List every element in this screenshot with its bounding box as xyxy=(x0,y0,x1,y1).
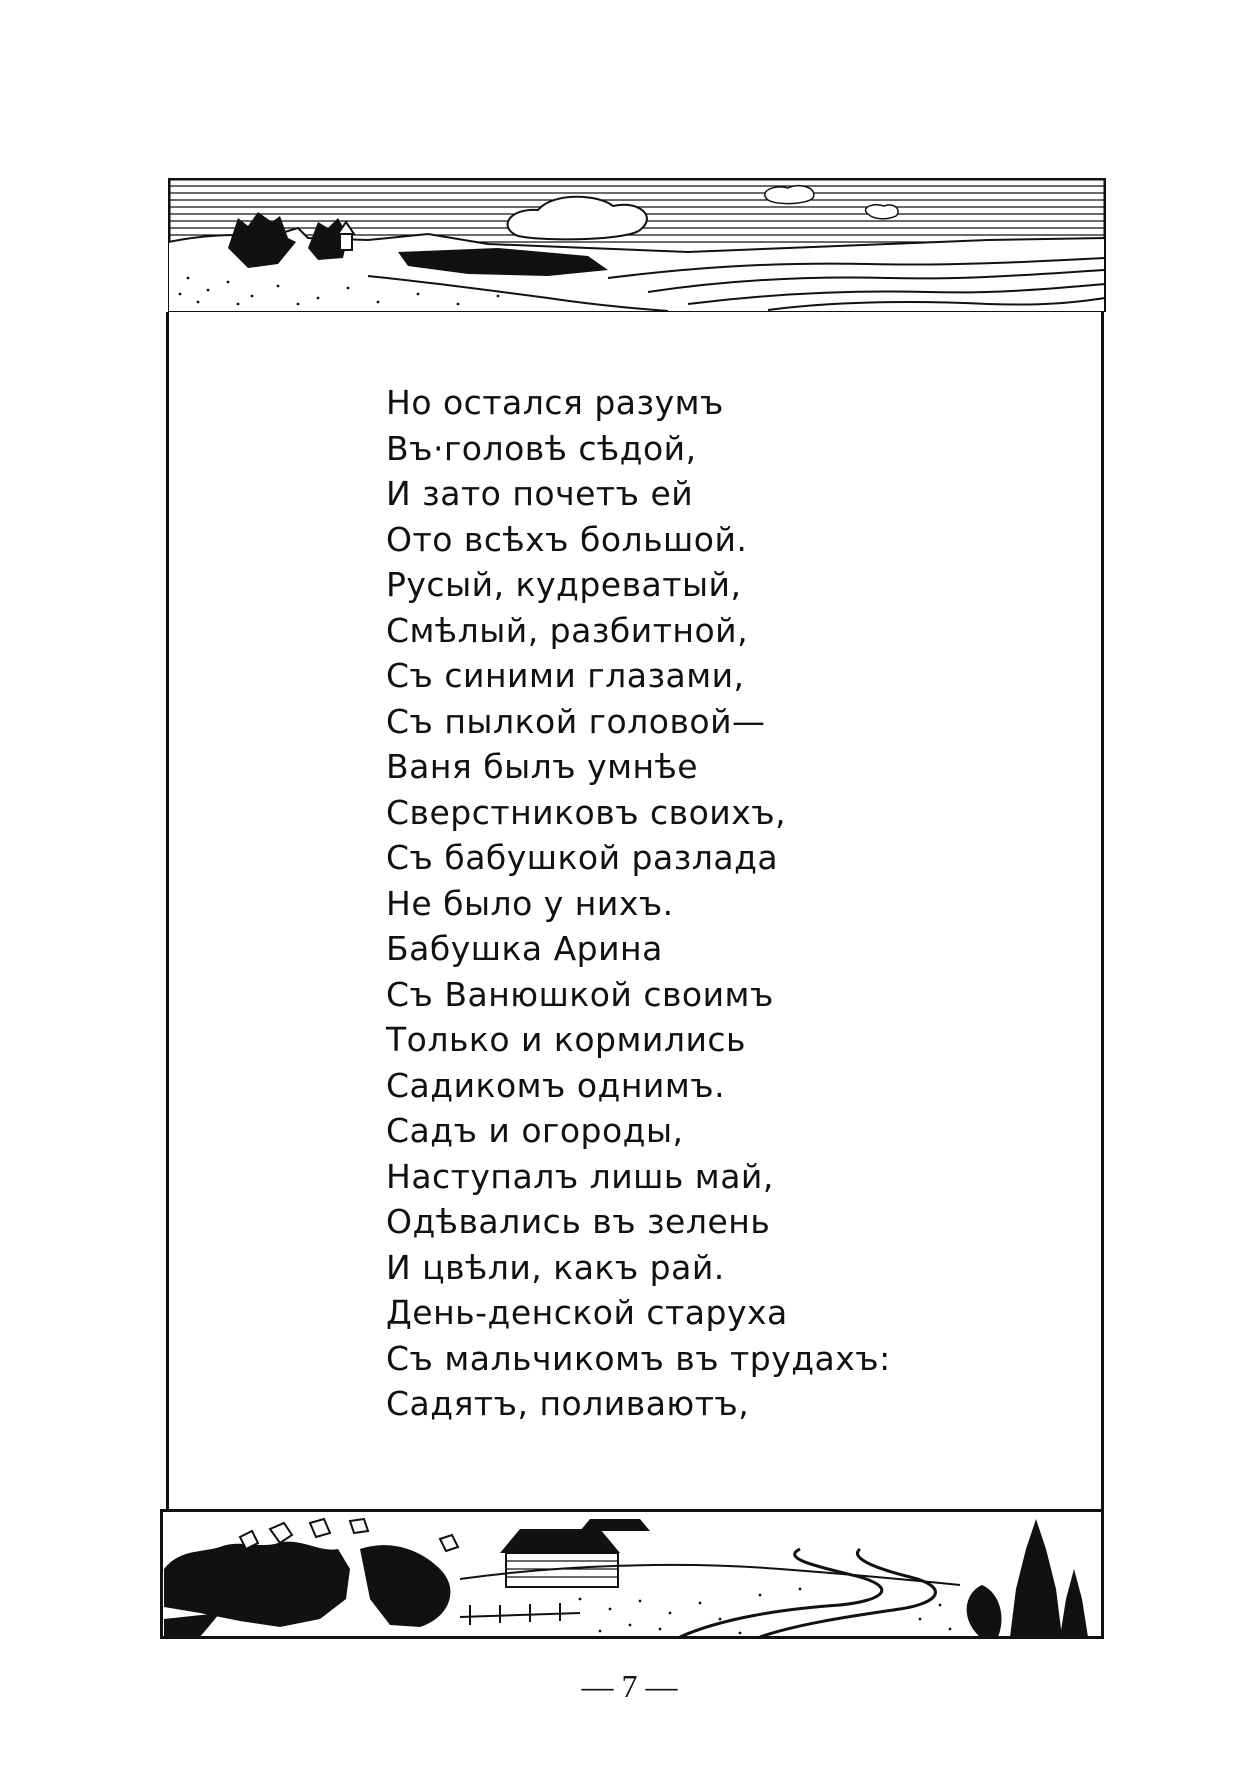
poem-line: Только и кормились xyxy=(386,1020,746,1059)
poem-line: Сверстниковъ своихъ, xyxy=(386,792,787,832)
bottom-landscape-illustration xyxy=(160,1509,1104,1639)
poem-line: Ото всѣхъ большой. xyxy=(386,519,748,559)
poem-stanza xyxy=(386,380,946,1427)
poem-line: Но остался разумъ xyxy=(386,383,724,422)
poem-line: День-денской старуха xyxy=(386,1293,788,1332)
frame-right-line xyxy=(1101,312,1104,1512)
poem-line: Бабушка Арина xyxy=(386,929,663,968)
poem-line: Съ мальчикомъ въ трудахъ: xyxy=(386,1338,891,1378)
cloud-large xyxy=(508,197,647,240)
poem-line: Ваня былъ умнѣе xyxy=(386,747,699,786)
frame-left-line xyxy=(166,312,169,1512)
poem-line: Садикомъ однимъ. xyxy=(386,1065,726,1105)
poem-line: Съ бабушкой разлада xyxy=(386,838,779,877)
poem-line: Русый, кудреватый, xyxy=(386,565,742,604)
top-landscape-illustration xyxy=(168,178,1106,312)
cloud-small-2 xyxy=(866,205,899,219)
poem-line: Садятъ, поливаютъ, xyxy=(386,1384,750,1423)
poem-line: Въ·головѣ сѣдой, xyxy=(386,428,697,468)
poem-line: Съ синими глазами, xyxy=(386,656,745,695)
cloud-small xyxy=(765,186,814,204)
poem-line: Не было у нихъ. xyxy=(386,883,674,923)
page-number: — 7 — xyxy=(581,1668,678,1704)
poem-line: Смѣлый, разбитной, xyxy=(386,610,749,650)
poem-line: Одѣвались въ зелень xyxy=(386,1202,771,1241)
poem-line: Садъ и огороды, xyxy=(386,1111,684,1150)
poem-line: Наступалъ лишь май, xyxy=(386,1156,774,1196)
poem-line: И цвѣли, какъ рай. xyxy=(386,1247,725,1287)
poem-line: И зато почетъ ей xyxy=(386,474,694,513)
poem-line: Съ пылкой головой— xyxy=(386,701,766,741)
poem-line: Съ Ванюшкой своимъ xyxy=(386,974,774,1014)
